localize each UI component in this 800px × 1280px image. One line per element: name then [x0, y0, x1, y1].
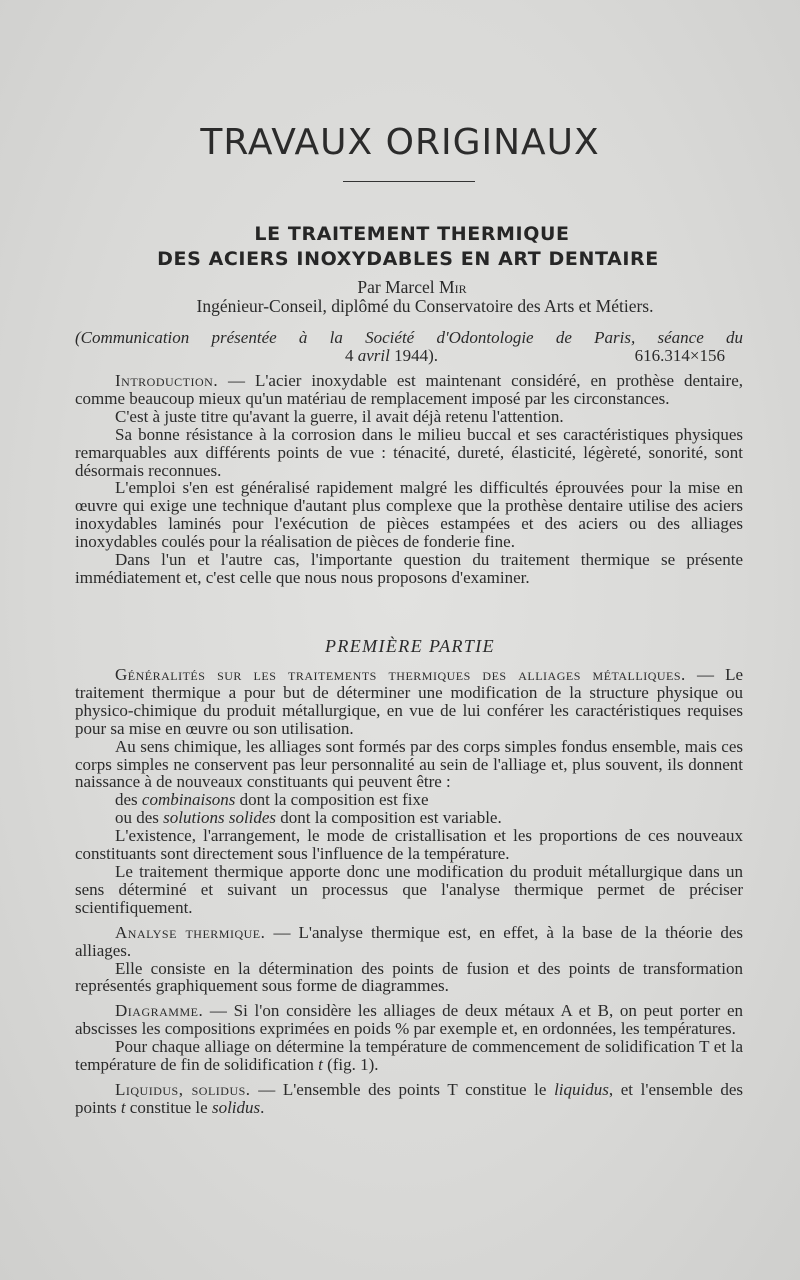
diagramme-text: — Si l'on considère les alliages de deux métaux A et B, on peut porter en abscisses les compositions exprimées en poids % par exemple et, en ordonnées, les températures. [75, 1001, 743, 1039]
communication-line: (Communication présentée à la Société d'Odontologie de Paris, séance du [75, 328, 743, 347]
list-item-combinaisons [75, 791, 743, 809]
intro-text: — L'acier inoxydable est maintenant considéré, en prothèse dentaire, comme beaucoup mieux qu'un matériau de remplacement imposé par les circonstances. [75, 371, 743, 408]
paragraph-generalities [75, 666, 743, 738]
liquidus-text: constitue le [125, 1097, 212, 1117]
analyse-text: — L'analyse thermique est, en effet, à la base de la théorie des alliages. [75, 922, 743, 960]
paragraph: L'existence, l'arrangement, le mode de cristallisation et les proportions de ces nouveaux constituants sont directement sous l'influence de la température. [75, 826, 743, 864]
list-term: combinaisons [141, 790, 236, 810]
author-line [12, 277, 800, 298]
diagramme-label: Diagramme. [115, 1001, 204, 1021]
paragraph: C'est à juste titre qu'avant la guerre, il avait déjà retenu l'attention. [115, 406, 564, 426]
generalities-section [75, 666, 743, 1117]
article-title-line-1: LE TRAITEMENT THERMIQUE [254, 223, 570, 245]
paragraph: Le traitement thermique apporte donc une modification du produit métallurgique dans un sens déterminé et suivant un processus que l'analyse thermique permet de préciser scientifiquement. [75, 861, 743, 917]
list-item-solutions [75, 809, 743, 827]
paragraph: Sa bonne résistance à la corrosion dans le milieu buccal et ses caractéristiques physiques remarquables aux différents points de vue : ténacité, dureté, élasticité, légèreté, sonorité, sont désormais reconnues. [75, 424, 743, 480]
intro-section [75, 372, 743, 587]
heading-divider [343, 181, 475, 182]
list-text: dont la composition est variable. [276, 808, 502, 828]
list-text: ou des [115, 808, 164, 828]
date-month: avril [357, 345, 390, 365]
paragraph: Elle consiste en la détermination des points de fusion et des points de transformation représentés graphiquement sous forme de diagrammes. [75, 958, 743, 996]
variable-t: t [120, 1097, 126, 1117]
paragraph: L'emploi s'en est généralisé rapidement malgré les difficultés éprouvées pour la mise en œuvre qui exige une technique d'autant plus complexe que la prothèse dentaire utilise des aciers inoxydables laminés pour l'exécution de pièces estampées et des aciers ou des alliages inoxydables coulés pour la réalisation de pièces de fonderie fine. [75, 478, 743, 552]
author-prefix: Par Marcel [357, 277, 435, 297]
paragraph-text: Pour chaque alliage on détermine la température de commencement de solidification T et la température de fin de solidification [75, 1037, 743, 1075]
liquidus-text: , et l'ensemble des points [75, 1079, 743, 1117]
term-liquidus: liquidus [554, 1079, 609, 1099]
part-heading: PREMIÈRE PARTIE [324, 636, 496, 656]
author-name: Mir [439, 277, 467, 297]
classification-code: 616.314×156 [634, 345, 725, 365]
paragraph: Au sens chimique, les alliages sont formés par des corps simples fondus ensemble, mais ces corps simples ne conservent pas leur personnalité au sein de l'alliage et, plus souvent, ils donnent naissance à de nouveaux constituants qui peuvent être : [75, 736, 743, 792]
communication-date-line [75, 347, 743, 365]
paragraph-analyse [75, 924, 743, 960]
section-heading: TRAVAUX ORIGINAUX [200, 122, 600, 163]
paragraph-liquidus [75, 1081, 743, 1117]
paragraph-text: (fig. 1). [322, 1055, 379, 1075]
date-year: 1944). [394, 345, 439, 365]
paragraph: Dans l'un et l'autre cas, l'importante question du traitement thermique se présente immédiatement et, c'est celle que nous nous proposons d'examiner. [75, 550, 743, 587]
generalities-text: — Le traitement thermique a pour but de déterminer une modification de la structure physique ou physico-chimique du produit métallurgique, en vue de lui conférer les caractéristiques requises pour sa mise en œuvre ou son utilisation. [75, 665, 744, 738]
communication-note [75, 329, 743, 365]
paragraph-introduction [75, 372, 743, 408]
term-solidus: solidus [211, 1097, 261, 1117]
article-title-line-2: DES ACIERS INOXYDABLES EN ART DENTAIRE [157, 248, 659, 270]
list-term: solutions solides [163, 808, 277, 828]
list-text: des [115, 790, 142, 810]
liquidus-label: Liquidus, solidus. [115, 1079, 251, 1099]
paragraph-diagramme [75, 1002, 743, 1038]
communication-date [345, 347, 438, 365]
date-day: 4 [345, 345, 354, 365]
analyse-label: Analyse thermique. [115, 922, 266, 942]
author-affiliation: Ingénieur-Conseil, diplômé du Conservatoire des Arts et Métiers. [196, 296, 654, 316]
variable-t: t [318, 1055, 323, 1075]
generalities-label: Généralités sur les traitements thermiques des alliages métalliques. [115, 665, 686, 684]
liquidus-text: . [260, 1097, 265, 1117]
paragraph-solidification [75, 1038, 743, 1074]
intro-label: Introduction. [115, 371, 219, 390]
liquidus-text: — L'ensemble des points T constitue le [250, 1079, 555, 1099]
list-text: dont la composition est fixe [235, 790, 429, 810]
